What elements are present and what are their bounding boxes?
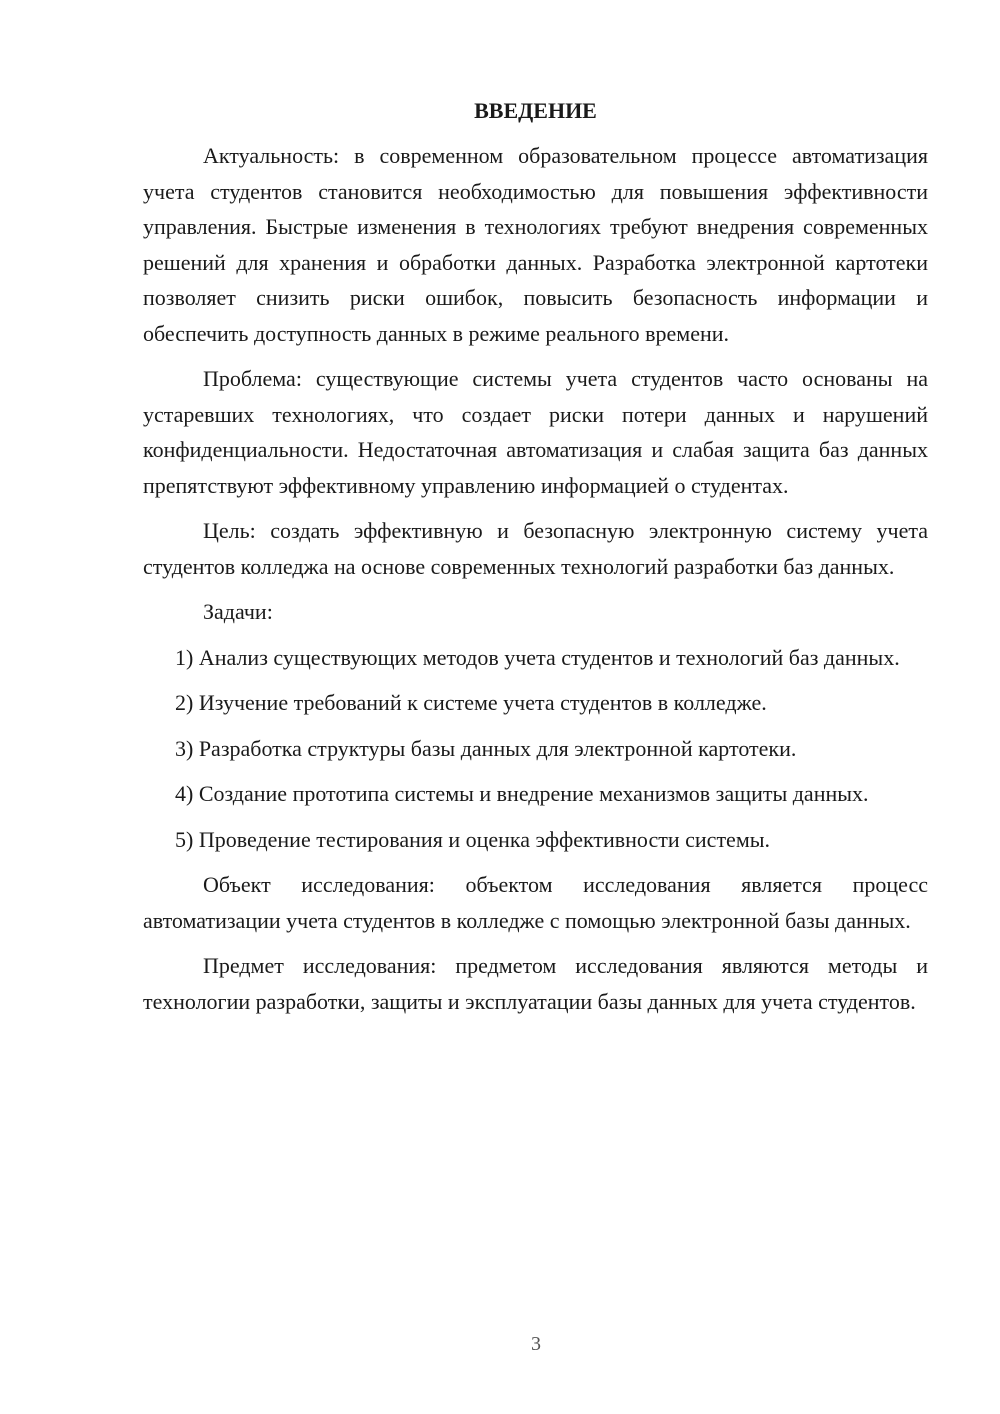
tasks-label: Задачи:: [203, 599, 273, 624]
paragraph-subject: Предмет исследования: предметом исследования являются методы и технологии разработки, защиты и эксплуатации базы данных для учета студентов.: [143, 953, 928, 1014]
page-content: [143, 96, 928, 1029]
task-item: 2) Изучение требований к системе учета студентов в колледже.: [175, 690, 767, 715]
page-number: 3: [531, 1333, 541, 1355]
paragraph-problem: Проблема: существующие системы учета студентов часто основаны на устаревших технологиях, что создает риски потери данных и нарушений конфиденциальности. Недостаточная автоматизация и слабая защита баз данных препятствуют эффективному управлению информацией о студентах.: [143, 366, 928, 498]
paragraph-relevance: Актуальность: в современном образовательном процессе автоматизация учета студентов становится необходимостью для повышения эффективности управления. Быстрые изменения в технологиях требуют внедрения современных решений для хранения и обработки данных. Разработка электронной картотеки позволяет снизить риски ошибок, повысить безопасность информации и обеспечить доступность данных в режиме реального времени.: [143, 143, 928, 346]
paragraph-goal: Цель: создать эффективную и безопасную электронную систему учета студентов колледжа на основе современных технологий разработки баз данных.: [143, 518, 928, 579]
paragraph-object: Объект исследования: объектом исследования является процесс автоматизации учета студентов в колледже с помощью электронной базы данных.: [143, 872, 928, 933]
section-heading: ВВЕДЕНИЕ: [474, 98, 597, 123]
task-item: 1) Анализ существующих методов учета студентов и технологий баз данных.: [175, 644, 900, 670]
task-item: 3) Разработка структуры базы данных для электронной картотеки.: [175, 735, 797, 761]
task-item: 4) Создание прототипа системы и внедрение механизмов защиты данных.: [175, 781, 869, 806]
tasks-list: [143, 640, 928, 858]
task-item: 5) Проведение тестирования и оценка эффективности системы.: [175, 826, 771, 852]
